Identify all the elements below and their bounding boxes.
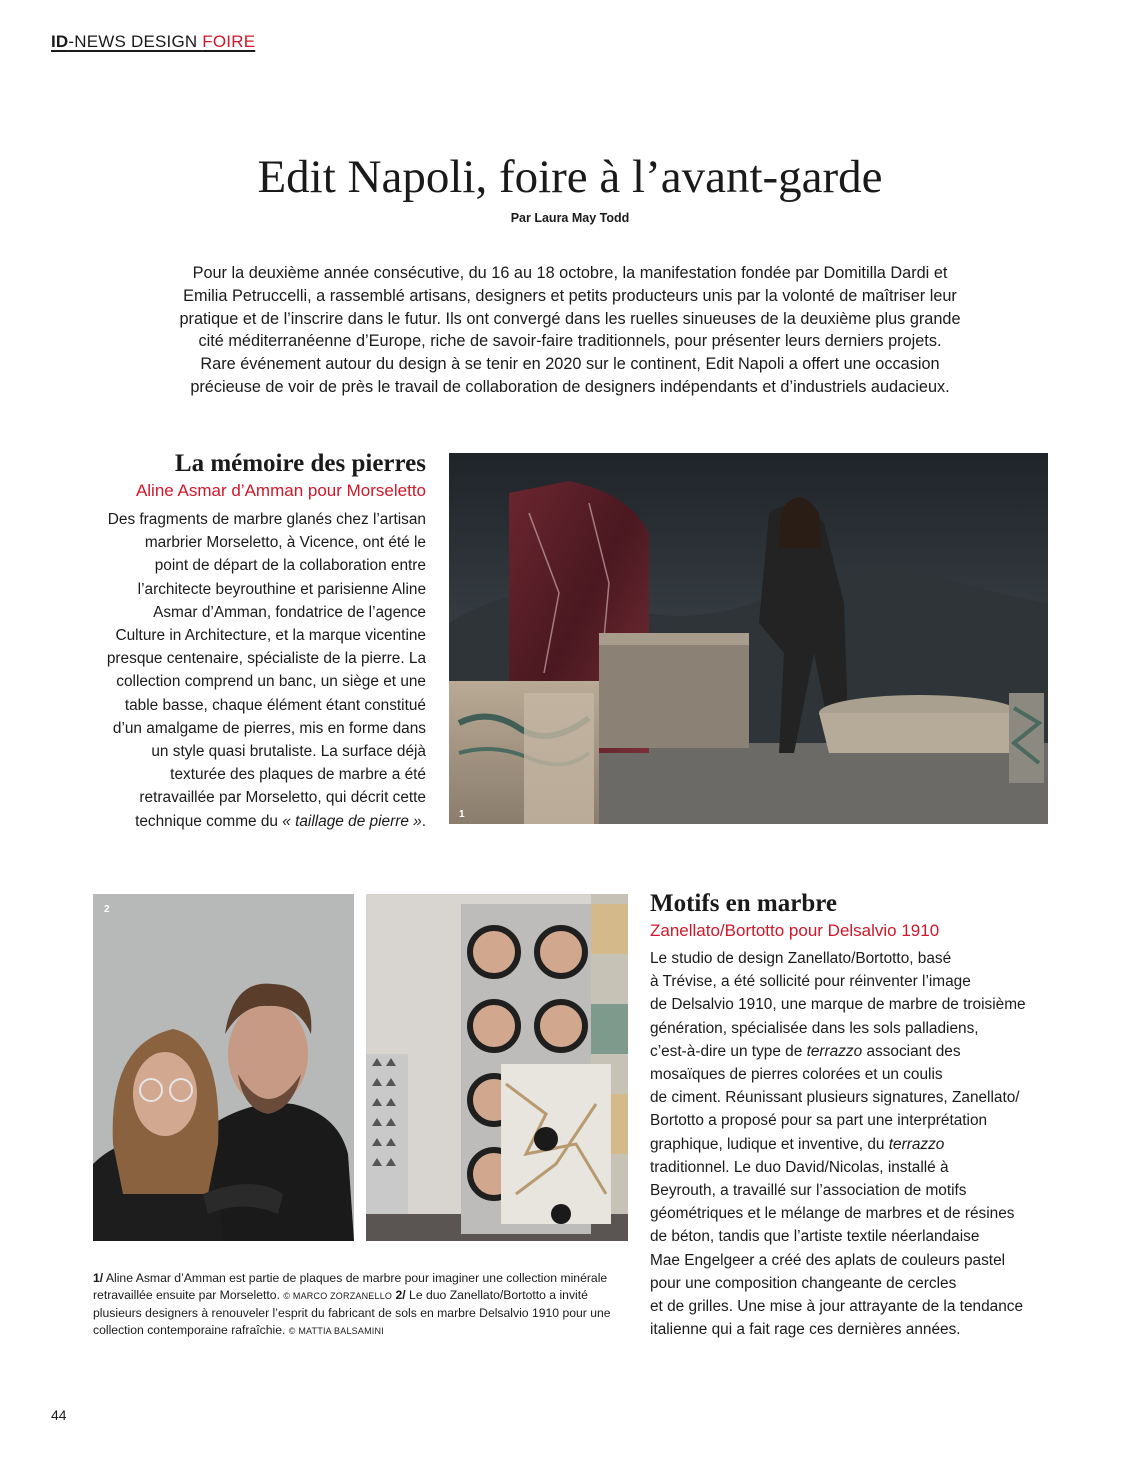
body-line-last-quote: « taillage de pierre » (282, 812, 422, 830)
section1-title: La mémoire des pierres (174, 450, 426, 477)
section1-subtitle: Aline Asmar d’Amman pour Morseletto (135, 481, 426, 500)
section2-subtitle: Zanellato/Bortotto pour Delsalvio 1910 (650, 921, 940, 940)
body-line: Bortotto a proposé pour sa part une interprétation (650, 1112, 988, 1130)
body-line: et de grilles. Une mise à jour attrayante de la tendance (650, 1298, 1024, 1316)
photo-number: 2 (104, 904, 110, 915)
body-line: Mae Engelgeer a créé des aplats de couleurs pastel (650, 1251, 1006, 1269)
body-line: mosaïques de pierres colorées et un coulis (650, 1066, 943, 1084)
caption-credit-2: © MATTIA BALSAMINI (288, 1326, 384, 1336)
intro-line: cité méditerranéenne d’Europe, riche de savoir-faire traditionnels, pour présenter leurs derniers projets. (198, 332, 942, 351)
photo-marble-collection-image (449, 453, 1048, 824)
body-line: de Delsalvio 1910, une marque de marbre de troisième (650, 996, 1026, 1014)
photo-caption (93, 1270, 633, 1340)
intro-line: Pour la deuxième année consécutive, du 16 au 18 octobre, la manifestation fondée par Domitilla Dardi et (192, 264, 948, 282)
section1-heading (60, 450, 426, 501)
caption-number-2: 2/ (392, 1288, 406, 1302)
section1-body (60, 508, 426, 833)
photo-marble-panels (366, 894, 628, 1241)
section-tag-accent: FOIRE (202, 32, 256, 51)
article-intro (140, 262, 1000, 399)
body-line: table basse, chaque élément étant constitué (124, 696, 426, 714)
article-title: Edit Napoli, foire à l’avant-garde (257, 151, 883, 203)
body-line: marbrier Morseletto, à Vicence, ont été le (144, 534, 426, 552)
body-line: Asmar d’Amman, fondatrice de l’agence (153, 603, 426, 621)
body-line-last (60, 810, 426, 833)
body-line: c’est-à-dire un type de terrazzo associant des (650, 1042, 961, 1060)
body-line: texturée des plaques de marbre a été (170, 766, 426, 784)
body-line: collection comprend un banc, un siège et une (116, 673, 426, 691)
intro-line: pratique et de l’inscrire dans le futur. Ils ont convergé dans les ruelles sinueuses de la deuxième plus grande (179, 309, 961, 328)
section2-body (650, 947, 1090, 1341)
body-line: de ciment. Réunissant plusieurs signatures, Zanellato/ (650, 1089, 1020, 1107)
photo-marble-collection (449, 453, 1048, 824)
body-line: géométriques et le mélange de marbres et de résines (650, 1205, 1015, 1223)
body-line: de béton, tandis que l’artiste textile néerlandaise (650, 1228, 980, 1246)
body-line: graphique, ludique et inventive, du terrazzo (650, 1135, 945, 1153)
section2-heading (650, 890, 1050, 941)
body-line: presque centenaire, spécialiste de la pierre. La (106, 650, 426, 668)
body-line: pour une composition changeante de cercles (650, 1274, 957, 1292)
intro-line: Rare événement autour du design à se tenir en 2020 sur le continent, Edit Napoli a offert une occasion (200, 355, 940, 374)
intro-line: Emilia Petruccelli, a rassemblé artisans, designers et petits producteurs unis par la volonté de maîtriser leur (183, 286, 957, 305)
photo-number: 1 (459, 809, 465, 820)
body-line: un style quasi brutaliste. La surface déjà (151, 743, 426, 761)
body-line: point de départ de la collaboration entre (154, 557, 426, 575)
caption-text-1: Aline Asmar d’Amman est partie de plaques de marbre pour imaginer une collection minérale retravaillée ensuite par Morseletto. (93, 1271, 608, 1302)
section-tag-middle: -NEWS DESIGN (68, 32, 203, 51)
body-line: Culture in Architecture, et la marque vicentine (115, 627, 426, 645)
body-line: l’architecte beyrouthine et parisienne Aline (137, 580, 426, 598)
caption-text-2: Le duo Zanellato/Bortotto a invité plusieurs designers à renouveler l’esprit du fabricant de sols en marbre Delsalvio 1910 pour une collection contemporaine rafraîchie. (93, 1288, 611, 1337)
caption-number-1: 1/ (93, 1271, 104, 1285)
intro-line: précieuse de voir de près le travail de collaboration de designers indépendants et d’industriels audacieux. (190, 377, 950, 396)
body-line: génération, spécialisée dans les sols palladiens, (650, 1019, 979, 1037)
body-line-last-start: technique comme du (135, 812, 283, 830)
body-line: Des fragments de marbre glanés chez l’artisan (107, 511, 426, 528)
body-line-last-end: . (421, 812, 426, 830)
caption-credit-1: © MARCO ZORZANELLO (283, 1291, 393, 1301)
section2-title: Motifs en marbre (650, 890, 837, 917)
photo-designer-duo (93, 894, 354, 1241)
body-line: d’un amalgame de pierres, mis en forme dans (112, 719, 426, 737)
body-line: traditionnel. Le duo David/Nicolas, installé à (650, 1158, 949, 1176)
body-line: à Trévise, a été sollicité pour réinventer l’image (650, 973, 971, 991)
italic-term: terrazzo (888, 1135, 945, 1153)
photo-designer-duo-image (93, 894, 354, 1241)
section-tag-prefix: ID (51, 32, 69, 51)
page-number: 44 (51, 1407, 67, 1423)
italic-term: terrazzo (806, 1042, 863, 1060)
photo-marble-panels-image (366, 894, 628, 1241)
article-byline: Par Laura May Todd (510, 211, 630, 225)
body-line: Beyrouth, a travaillé sur l’association de motifs (650, 1182, 967, 1200)
body-line: retravaillée par Morseletto, qui décrit cette (139, 789, 426, 807)
body-line: Le studio de design Zanellato/Bortotto, basé (650, 950, 952, 967)
body-line: italienne qui a fait rage ces dernières années. (650, 1321, 961, 1339)
section-tag (51, 32, 255, 52)
